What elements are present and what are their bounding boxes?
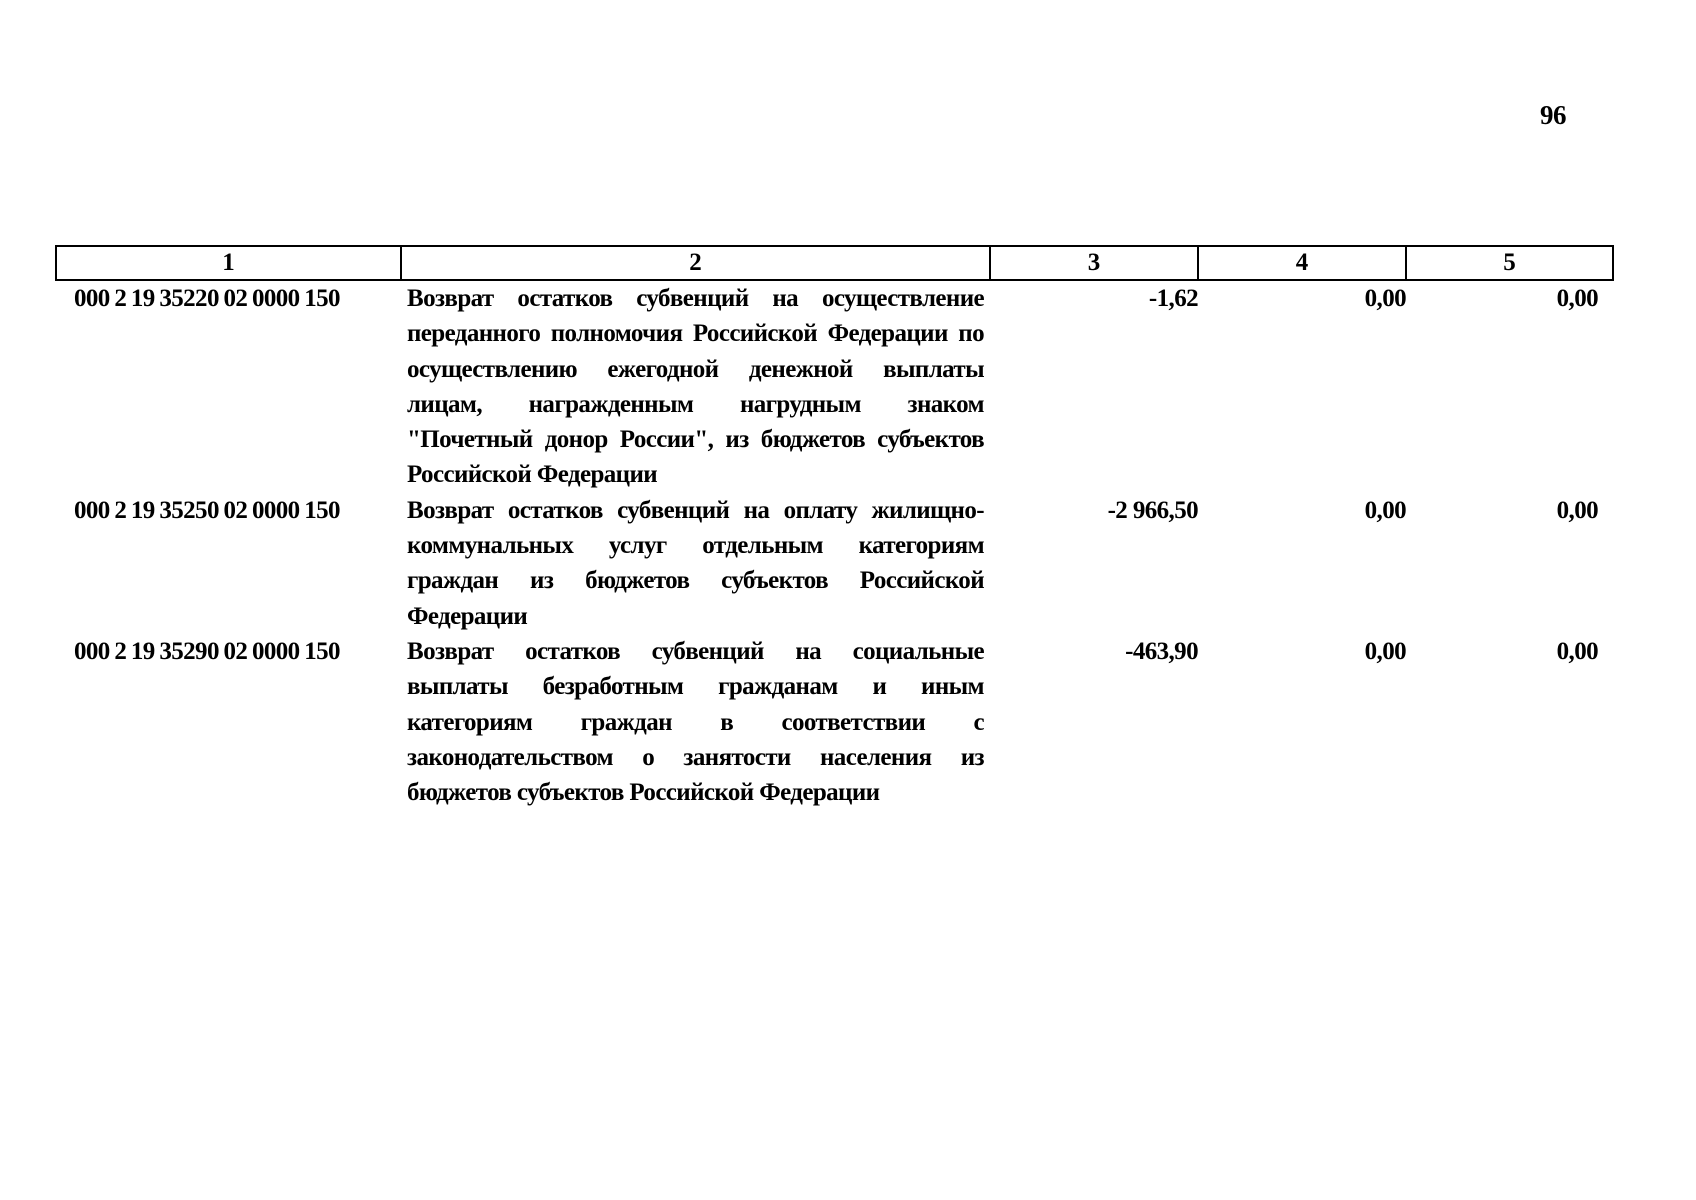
- header-col-4: 4: [1198, 246, 1406, 280]
- row-value-col3: -463,90: [1125, 637, 1198, 665]
- row-value-col5: 0,00: [1556, 496, 1598, 524]
- table-row: [56, 634, 1613, 810]
- budget-table: [55, 245, 1614, 810]
- row-description: Возврат остатков субвенций на оплату жилищно-коммунальных услуг отдельным категориям граждан из бюджетов субъектов Российской Федерации: [407, 496, 984, 630]
- row-description: Возврат остатков субвенций на социальные выплаты безработным гражданам и иным категориям граждан в соответствии с законодательством о занятости населения из бюджетов субъектов Российской Федерации: [407, 637, 984, 807]
- header-col-5: 5: [1406, 246, 1613, 280]
- header-col-1: 1: [56, 246, 401, 280]
- table-header: [56, 246, 1613, 280]
- row-code: 000 2 19 35250 02 0000 150: [74, 496, 340, 524]
- table-body: [56, 280, 1613, 810]
- row-value-col4: 0,00: [1364, 496, 1406, 524]
- row-code: 000 2 19 35220 02 0000 150: [74, 285, 340, 312]
- row-value-col4: 0,00: [1364, 285, 1406, 312]
- table-row: [56, 280, 1613, 493]
- header-row: [56, 246, 1613, 280]
- row-value-col3: -1,62: [1148, 285, 1198, 312]
- table-row: [56, 493, 1613, 634]
- row-code: 000 2 19 35290 02 0000 150: [74, 637, 340, 665]
- row-value-col4: 0,00: [1364, 637, 1406, 665]
- page-number: 96: [1540, 100, 1566, 130]
- row-value-col3: -2 966,50: [1107, 496, 1198, 524]
- row-value-col5: 0,00: [1556, 637, 1598, 665]
- row-value-col5: 0,00: [1556, 285, 1598, 312]
- header-col-2: 2: [401, 246, 990, 280]
- row-description: Возврат остатков субвенций на осуществление переданного полномочия Российской Федерации по осуществлению ежегодной денежной выплаты лицам, награжденным нагрудным знаком "Почетный донор России", из бюджетов субъектов Российской Федерации: [407, 285, 984, 489]
- header-col-3: 3: [990, 246, 1198, 280]
